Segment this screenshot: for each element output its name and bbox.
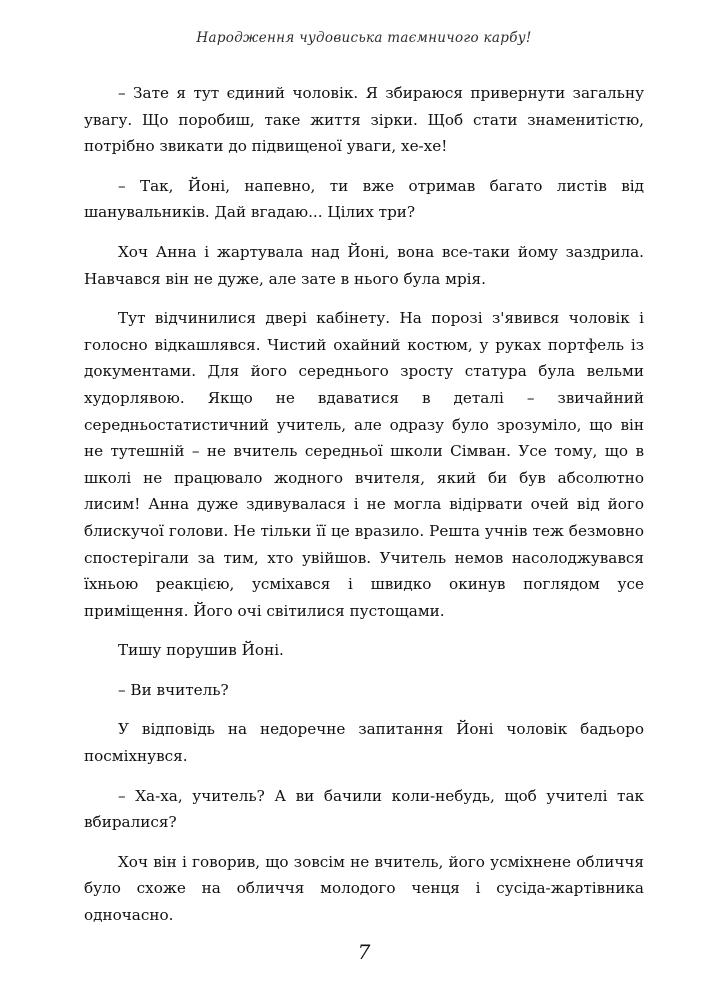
paragraph: Хоч він і говорив, що зовсім не вчитель, його усміхнене обличчя було схоже на обличчя молодого ченця і сусіда-жартівника одночасно. bbox=[84, 852, 644, 925]
paragraph: – Ви вчитель? bbox=[118, 680, 229, 699]
paragraph: У відповідь на недоречне запитання Йоні чоловік бадьоро посміхнувся. bbox=[84, 720, 644, 766]
page-number: 7 bbox=[357, 940, 371, 964]
paragraph: Тут відчинилися двері кабінету. На порозі з'явився чоловік і голосно відкашлявся. Чистий охайний костюм, у руках портфель із документами. Для його середнього зросту статура була вельми худорлявою. Якщо не вдаватися в деталі – звичайний середньостатистичний учитель, але одразу було зрозуміло, що він не тутешній – не вчитель середньої школи Сімван. Усе тому, що в школі не працювало жодного вчителя, який би був абсолютно лисим! Анна дуже здивувалася і не могла відірвати очей від його блискучої голови. Не тільки її це вразило. Решта учнів теж безмовно спостерігали за тим, хто увійшов. Учитель немов насолоджувався їхньою реакцією, усміхався і швидко окинув поглядом усе приміщення. Його очі світилися пустощами. bbox=[84, 309, 644, 620]
paragraph: Хоч Анна і жартувала над Йоні, вона все-таки йому заздрила. Навчався він не дуже, але зате в нього була мрія. bbox=[84, 242, 644, 288]
body-text bbox=[84, 80, 644, 929]
paragraph: – Так, Йоні, напевно, ти вже отримав багато листів від шанувальників. Дай вгадаю... Цілих три? bbox=[84, 176, 644, 222]
paragraph: – Ха-ха, учитель? А ви бачили коли-небудь, щоб учителі так вбиралися? bbox=[84, 786, 644, 832]
running-head: Народження чудовиська таємничого карбу! bbox=[196, 30, 532, 46]
paragraph: – Зате я тут єдиний чоловік. Я збираюся привернути загальну увагу. Що поробиш, таке життя зірки. Щоб стати знаменитістю, потрібно звикати до підвищеної уваги, хе-хе! bbox=[84, 84, 644, 156]
paragraph: Тишу порушив Йоні. bbox=[118, 641, 284, 660]
